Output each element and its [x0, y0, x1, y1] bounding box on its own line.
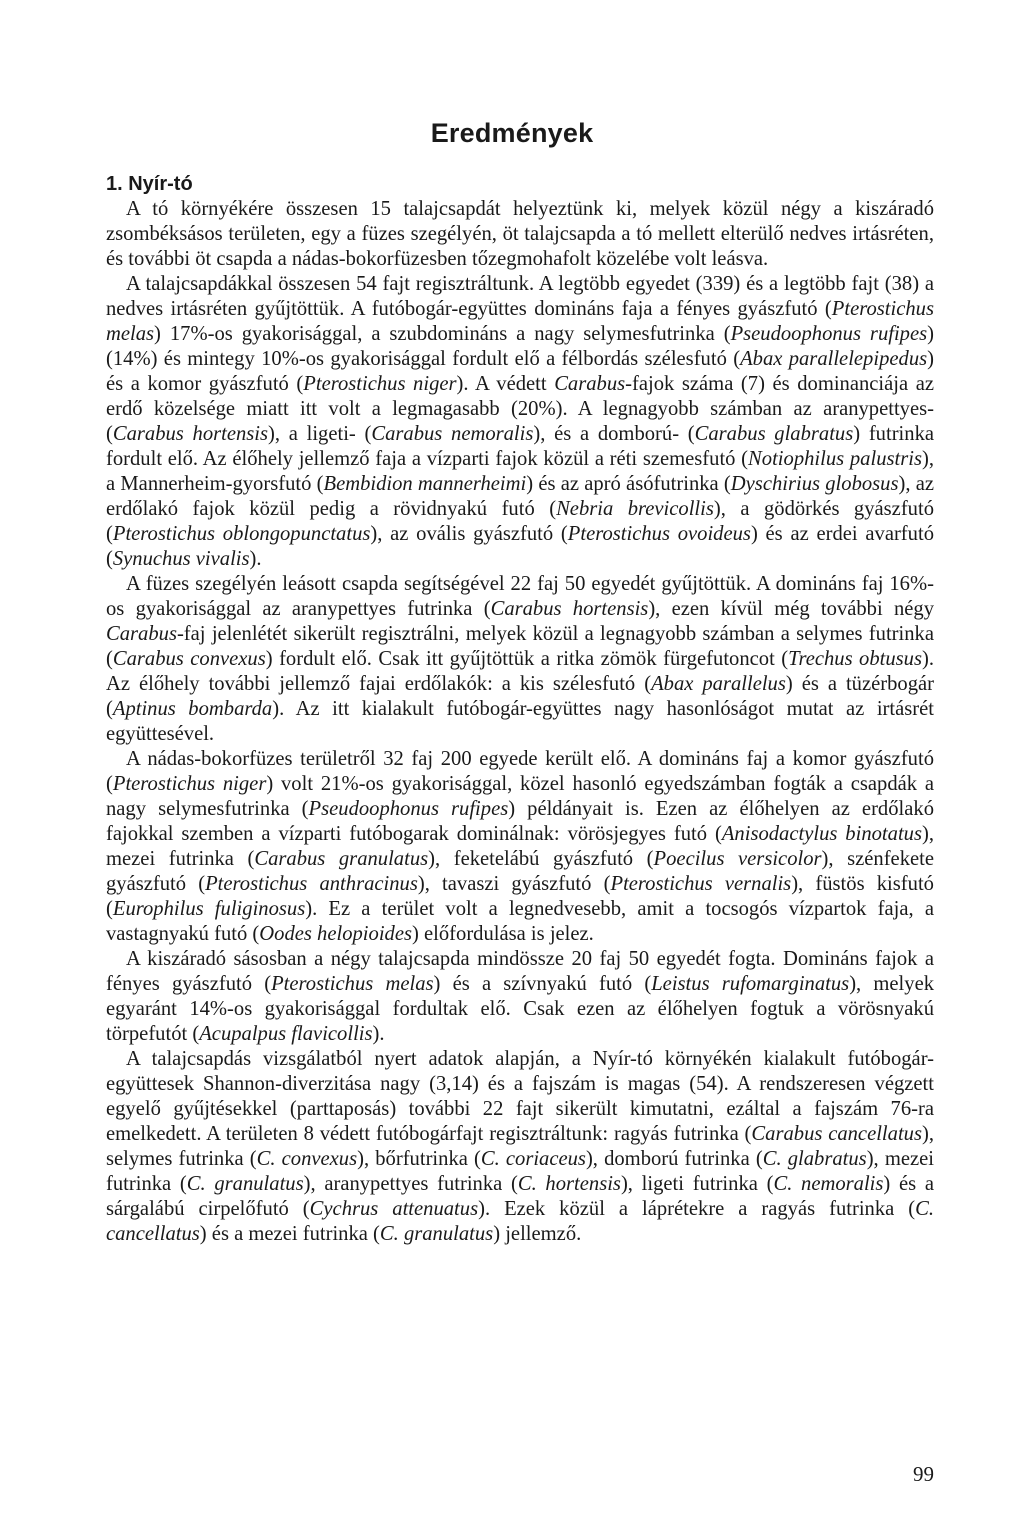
species-name: Synuchus vivalis — [112, 548, 250, 570]
text-run: A kiszáradó sásosban a négy talajcsapda mindössze 20 faj 50 egyedét fogta. Domináns fajok a fényes gyászfutó ( — [106, 948, 934, 995]
species-name: Dyschirius globosus — [730, 473, 899, 495]
species-name: Carabus granulatus — [254, 848, 429, 870]
text-run: ), tavaszi gyászfutó ( — [417, 873, 611, 895]
species-name: C. granulatus — [186, 1173, 304, 1195]
text-run: ) előfordulása is jelez. — [412, 923, 594, 945]
species-name: Cychrus attenuatus — [309, 1198, 479, 1220]
paragraph-list — [106, 197, 934, 1247]
text-run: ), az ovális gyászfutó ( — [370, 523, 568, 545]
species-name: Europhilus fuliginosus — [112, 898, 306, 920]
paragraph — [106, 272, 934, 572]
text-run: ), ezen kívül még további négy — [648, 598, 934, 620]
species-name: C. granulatus — [379, 1223, 494, 1245]
species-name: Acupalpus flavicollis — [199, 1023, 373, 1045]
text-run: ), a gödörkés gyászfutó ( — [106, 498, 934, 545]
text-run: ). Az itt kialakult futóbogár-együttes nagy hasonlóságot mutat az irtásrét együttesével. — [106, 698, 935, 745]
species-name: C. convexus — [256, 1148, 358, 1170]
species-name: C. glabratus — [762, 1148, 867, 1170]
species-name: Carabus cancellatus — [751, 1123, 922, 1145]
species-name: Leistus rufomarginatus — [651, 973, 850, 995]
species-name: Pterostichus vernalis — [610, 873, 792, 895]
text-run: ) és a tüzérbogár ( — [106, 673, 934, 720]
text-run: ) és az apró ásófutrinka ( — [526, 473, 731, 495]
text-run: ) (14%) és mintegy 10%-os gyakorisággal fordult elő a félbordás szélesfutó ( — [106, 323, 934, 370]
body-text — [106, 172, 934, 1247]
text-run: ), a Mannerheim-gyorsfutó ( — [106, 448, 934, 495]
species-name: Pterostichus melas — [106, 298, 934, 345]
species-name: Oodes helopioides — [259, 923, 412, 945]
section-heading: 1. Nyír-tó — [106, 173, 193, 195]
page-title: Eredmények — [430, 118, 594, 148]
species-name: Carabus nemoralis — [371, 423, 534, 445]
text-run: A nádas-bokorfüzes területről 32 faj 200 egyede került elő. A domináns faj a komor gyászfutó ( — [106, 748, 934, 795]
species-name: Bembidion mannerheimi — [323, 473, 527, 495]
species-name: Anisodactylus binotatus — [721, 823, 922, 845]
text-run: ). Ez a terület volt a legnedvesebb, amit a tocsogós vízpartok faja, a vastagnyakú futó ( — [106, 898, 934, 945]
paragraph — [106, 197, 934, 272]
species-name: Carabus hortensis — [490, 598, 649, 620]
text-run: ). A védett — [456, 373, 555, 395]
species-name: Pterostichus niger — [303, 373, 457, 395]
text-run: ), mezei futrinka ( — [106, 1148, 934, 1195]
text-run: ), domború futrinka ( — [585, 1148, 763, 1170]
species-name: C. cancellatus — [106, 1198, 935, 1245]
species-name: Notiophilus palustris — [748, 448, 922, 470]
text-run: ), mezei futrinka ( — [106, 823, 934, 870]
paragraph — [106, 572, 934, 747]
text-run: ) és a sárgalábú cirpelőfutó ( — [106, 1173, 934, 1220]
text-run: ). Ezek közül a láprétekre a ragyás futrinka ( — [478, 1198, 916, 1220]
text-run: ), az erdőlakó fajok közül pedig a rövidnyakú futó ( — [106, 473, 935, 520]
species-name: Carabus glabratus — [694, 423, 854, 445]
species-name: Aptinus bombarda — [112, 698, 273, 720]
text-run: ) futrinka fordult elő. Az élőhely jellemző faja a vízparti fajok közül a réti szemesfutó ( — [106, 423, 935, 470]
text-run: -faj jelenlétét sikerült regisztrálni, melyek közül a legnagyobb számban a selymes futrinka ( — [106, 623, 934, 670]
species-name: Pterostichus oblongopunctatus — [112, 523, 371, 545]
paragraph — [106, 747, 934, 947]
species-name: Carabus hortensis — [112, 423, 269, 445]
text-run: A talajcsapdás vizsgálatból nyert adatok alapján, a Nyír-tó környékén kialakult futóbogár-együttesek Shannon-diverzitása nagy (3,14) és a fajszám is magas (54). A rendszeresen végzett egyelő gyűjtésekkel (parttaposás) további 22 fajt sikerült kimutatni, ezáltal a fajszám 76-ra emelkedett. A területen 8 védett futóbogárfajt regisztráltunk: ragyás futrinka ( — [106, 1048, 934, 1145]
species-name: Nebria brevicollis — [556, 498, 714, 520]
species-name: Trechus obtusus — [788, 648, 922, 670]
text-run: ), szénfekete gyászfutó ( — [106, 848, 934, 895]
species-name: C. hortensis — [517, 1173, 621, 1195]
text-run: ), bőrfutrinka ( — [357, 1148, 481, 1170]
text-run: A füzes szegélyén leásott csapda segítségével 22 faj 50 egyedét gyűjtöttük. A domináns faj 16%-os gyakorisággal az aranypettyes futrinka ( — [106, 573, 934, 620]
text-run: A talajcsapdákkal összesen 54 fajt regisztráltunk. A legtöbb egyedet (339) és a legtöbb fajt (38) a nedves irtásréten gyűjtöttük. A futóbogár-együttes domináns faja a fényes gyászfutó ( — [106, 273, 934, 320]
species-name: Abax parallelepipedus — [740, 348, 928, 370]
species-name: Pseudoophonus rufipes — [730, 323, 928, 345]
text-run: ). — [249, 548, 262, 570]
species-name: Abax parallelus — [651, 673, 786, 695]
text-run: ) jellemző. — [493, 1223, 582, 1245]
text-run: ) és a mezei futrinka ( — [199, 1223, 380, 1245]
text-run: ), ligeti futrinka ( — [620, 1173, 774, 1195]
species-name: Pterostichus ovoideus — [567, 523, 751, 545]
text-run: ), aranypettyes futrinka ( — [303, 1173, 518, 1195]
text-run: ) és a komor gyászfutó ( — [106, 348, 934, 395]
text-run: ) volt 21%-os gyakorisággal, közel hasonló egyedszámban fogták a csapdák a nagy selymesfutrinka ( — [106, 773, 934, 820]
text-run: ) és az erdei avarfutó ( — [106, 523, 934, 570]
species-name: Pseudoophonus rufipes — [308, 798, 509, 820]
text-run: ) 17%-os gyakorisággal, a szubdomináns a nagy selymesfutrinka ( — [154, 323, 731, 345]
species-name: C. coriaceus — [480, 1148, 586, 1170]
text-run: ), melyek egyaránt 14%-os gyakorisággal fordultak elő. Csak ezen az élőhelyen fogtuk a vörösnyakú törpefutót ( — [106, 973, 935, 1045]
text-run: ), selymes futrinka ( — [106, 1123, 935, 1170]
text-run: ), és a domború- ( — [533, 423, 695, 445]
species-name: C. nemoralis — [773, 1173, 884, 1195]
text-run: ), füstös kisfutó ( — [106, 873, 934, 920]
text-run: ), feketelábú gyászfutó ( — [428, 848, 654, 870]
species-name: Pterostichus anthracinus — [205, 873, 418, 895]
species-name: Pterostichus melas — [271, 973, 434, 995]
text-run: ), a ligeti- ( — [268, 423, 372, 445]
text-run: -fajok száma (7) és dominanciája az erdő közelsége miatt itt volt a legmagasabb (20%). A legnagyobb számban az aranypettyes- ( — [106, 373, 935, 445]
text-run: ) példányait is. Ezen az élőhelyen az erdőlakó fajokkal szemben a vízparti futóbogarak dominálnak: vörösjegyes futó ( — [106, 798, 934, 845]
text-run: ). Az élőhely további jellemző fajai erdőlakók: a kis szélesfutó ( — [106, 648, 934, 695]
page-number: 99 — [913, 1462, 934, 1486]
species-name: Carabus — [106, 623, 177, 645]
text-run: ) fordult elő. Csak itt gyűjtöttük a ritka zömök fürgefutoncot ( — [265, 648, 789, 670]
species-name: Carabus — [554, 373, 626, 395]
paragraph — [106, 1047, 934, 1247]
species-name: Pterostichus niger — [112, 773, 267, 795]
species-name: Carabus convexus — [112, 648, 266, 670]
text-run: A tó környékére összesen 15 talajcsapdát helyeztünk ki, melyek közül négy a kiszáradó zsombéksásos területen, egy a füzes szegélyén, öt talajcsapda a tó mellett elterülő nedves irtásréten, és további öt csapda a nádas-bokorfüzesben tőzegmohafolt közelébe volt leásva. — [106, 198, 934, 270]
text-run: ). — [372, 1023, 385, 1045]
species-name: Poecilus versicolor — [653, 848, 822, 870]
text-run: ) és a szívnyakú futó ( — [433, 973, 652, 995]
paragraph — [106, 947, 934, 1047]
